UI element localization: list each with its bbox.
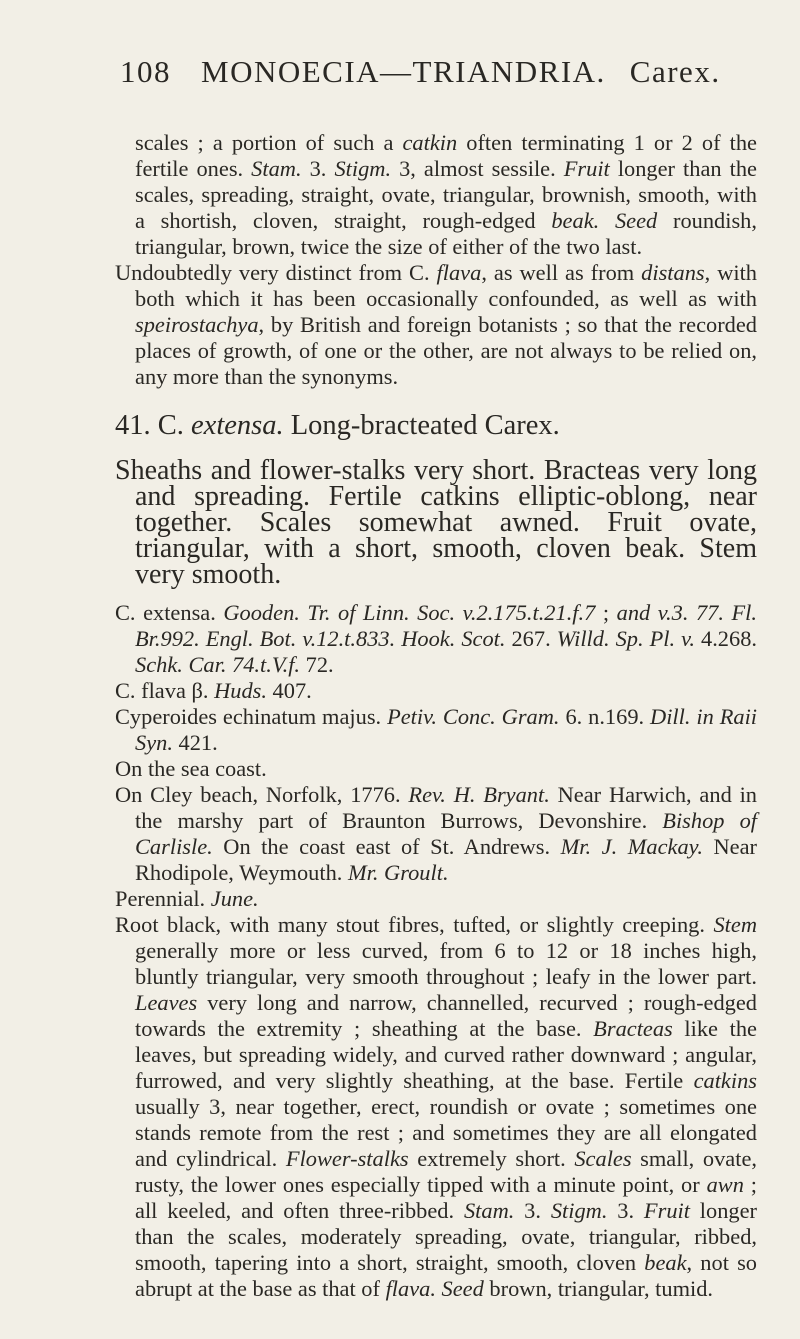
text: 41. C. [115, 410, 192, 441]
text: Stam. [463, 1198, 515, 1223]
text: Mr. Groult. [347, 860, 449, 885]
text: Bracteas [593, 1016, 673, 1041]
text [115, 912, 713, 937]
text: and v.3. 77. Fl. Br.992. Engl. Bot. v.12.t.833. Hook. Scot. [135, 600, 757, 651]
text: 267. [505, 626, 557, 651]
text: generally more or less curved, from 6 to 12 or 18 inches high, bluntly triangular, very smooth throughout ; leafy in the lower part. [135, 938, 757, 989]
text: 3. [301, 156, 335, 181]
paragraph-full-description [115, 912, 757, 1302]
text: Stam. [251, 156, 302, 181]
text: usually 3, near together, erect, roundish or ovate ; sometimes one stands remote from the rest ; and sometimes they are all elongated and cylindrical. [135, 1094, 757, 1171]
text: Dill. in Raii Syn. [135, 704, 758, 755]
text: distans [641, 260, 705, 285]
text: flava [436, 260, 482, 285]
text: 4.268. [695, 626, 757, 651]
text: Cyperoides echinatum majus. [115, 704, 388, 729]
text: C. flava β. [115, 678, 215, 703]
text: Stigm. [334, 156, 392, 181]
text: 407. [266, 678, 312, 703]
text: Bishop of Carlisle. [135, 808, 757, 859]
text: C. extensa. [115, 600, 224, 625]
text: Stigm. [550, 1198, 608, 1223]
text: , by British and foreign botanists ; so that the recorded places of growth, of one or the other, are not always to be relied on, any more than the synonyms. [135, 312, 757, 389]
text: longer than the scales, moderately spreading, ovate, triangular, ribbed, smooth, tapering into a short, straight, smooth, cloven [135, 1198, 757, 1275]
text: Near Harwich, and in the marshy part of Braunton Burrows, Devonshire. [135, 782, 757, 833]
text: Rev. H. Bryant. [408, 782, 550, 807]
paragraph-localities [115, 782, 757, 886]
page-body [115, 130, 757, 1302]
text: 421. [172, 730, 218, 755]
text: Undoubtedly very distinct from C. [115, 260, 437, 285]
text: ; all keeled, and often three-ribbed. [135, 1172, 757, 1223]
text: Huds. [214, 678, 267, 703]
text: Fruit [643, 1198, 690, 1223]
text: extensa. [191, 410, 284, 441]
text: awn [706, 1172, 744, 1197]
text: Root black, with many stout fibres, tufted, or slightly creeping. [115, 912, 714, 937]
paragraph-synonym-1 [115, 600, 757, 678]
text: small, ovate, rusty, the lower ones especially tipped with a minute point, or [135, 1146, 757, 1197]
text: very long and narrow, channelled, recurved ; rough-edged towards the extremity ; sheathing at the base. [135, 990, 757, 1041]
paragraph-synonym-3 [115, 704, 757, 756]
text: like the leaves, but spreading widely, and curved rather downward ; angular, furrowed, and very slightly sheathing, at the base. Fertile [135, 1016, 757, 1093]
text: roundish, triangular, brown, twice the size of either of the two last. [135, 208, 757, 259]
paragraph-habitat: On the sea coast. [115, 756, 267, 781]
text: beak [644, 1250, 687, 1275]
text: Seed [441, 1276, 484, 1301]
text: Seed [614, 208, 658, 233]
text: catkin [402, 130, 458, 155]
text: catkins [693, 1068, 757, 1093]
text: 3. [514, 1198, 551, 1223]
header-title: MONOECIA—TRIANDRIA. [201, 54, 606, 89]
text: 72. [300, 652, 334, 677]
text: beak. [551, 208, 600, 233]
text: June. [210, 886, 259, 911]
header-genus: Carex. [629, 54, 721, 89]
text: On Cley beach, Norfolk, 1776. [115, 782, 409, 807]
text: Mr. J. Mackay. [560, 834, 703, 859]
text: Perennial. [115, 886, 211, 911]
page-number: 108 [120, 54, 171, 89]
text: Near Rhodipole, Weymouth. [135, 834, 757, 885]
text: Gooden. Tr. of Linn. Soc. v.2.175.t.21.f.7 [223, 600, 596, 625]
paragraph-synonym-2 [115, 678, 757, 704]
text: often terminating 1 or 2 of the fertile ones. [135, 130, 757, 181]
text: longer than the scales, spreading, straight, ovate, triangular, brownish, smooth, with a shortish, cloven, straight, rough-edged [135, 156, 757, 233]
text: Leaves [135, 990, 198, 1015]
running-header [120, 54, 760, 90]
text: 3, almost sessile. [391, 156, 564, 181]
species-heading [115, 410, 757, 442]
text: Scales [574, 1146, 632, 1171]
paragraph-remarks [115, 260, 757, 390]
text: brown, triangular, tumid. [483, 1276, 714, 1301]
text: Flower-stalks [285, 1146, 409, 1171]
text: Long-bracteated Carex. [283, 410, 560, 441]
text: 3. [607, 1198, 644, 1223]
text: Willd. Sp. Pl. v. [556, 626, 695, 651]
text: On the coast east of St. Andrews. [212, 834, 561, 859]
paragraph-diagnosis: Sheaths and flower-stalks very short. Bracteas very long and spreading. Fertile catkins elliptic-oblong, near together. Scales somewhat awned. Fruit ovate, triangular, with a short, smooth, cloven beak. Stem very smooth. [115, 455, 757, 590]
text: , as well as from [481, 260, 642, 285]
text: ; [595, 600, 617, 625]
paragraph-description-continued [115, 130, 757, 260]
text: Fruit [563, 156, 610, 181]
text: extremely short. [408, 1146, 575, 1171]
text: , with both which it has been occasionally confounded, as well as with [135, 260, 757, 311]
text: Petiv. Conc. Gram. [387, 704, 560, 729]
paragraph-duration [115, 886, 757, 912]
text [599, 208, 615, 233]
text: speirostachya [135, 312, 259, 337]
text: Stem [713, 912, 757, 937]
text: 6. n.169. [559, 704, 651, 729]
text: Schk. Car. 74.t.V.f. [135, 652, 301, 677]
text: scales ; a portion of such a [135, 130, 403, 155]
text: flava. [385, 1276, 436, 1301]
text: , not so abrupt at the base as that of [135, 1250, 757, 1301]
